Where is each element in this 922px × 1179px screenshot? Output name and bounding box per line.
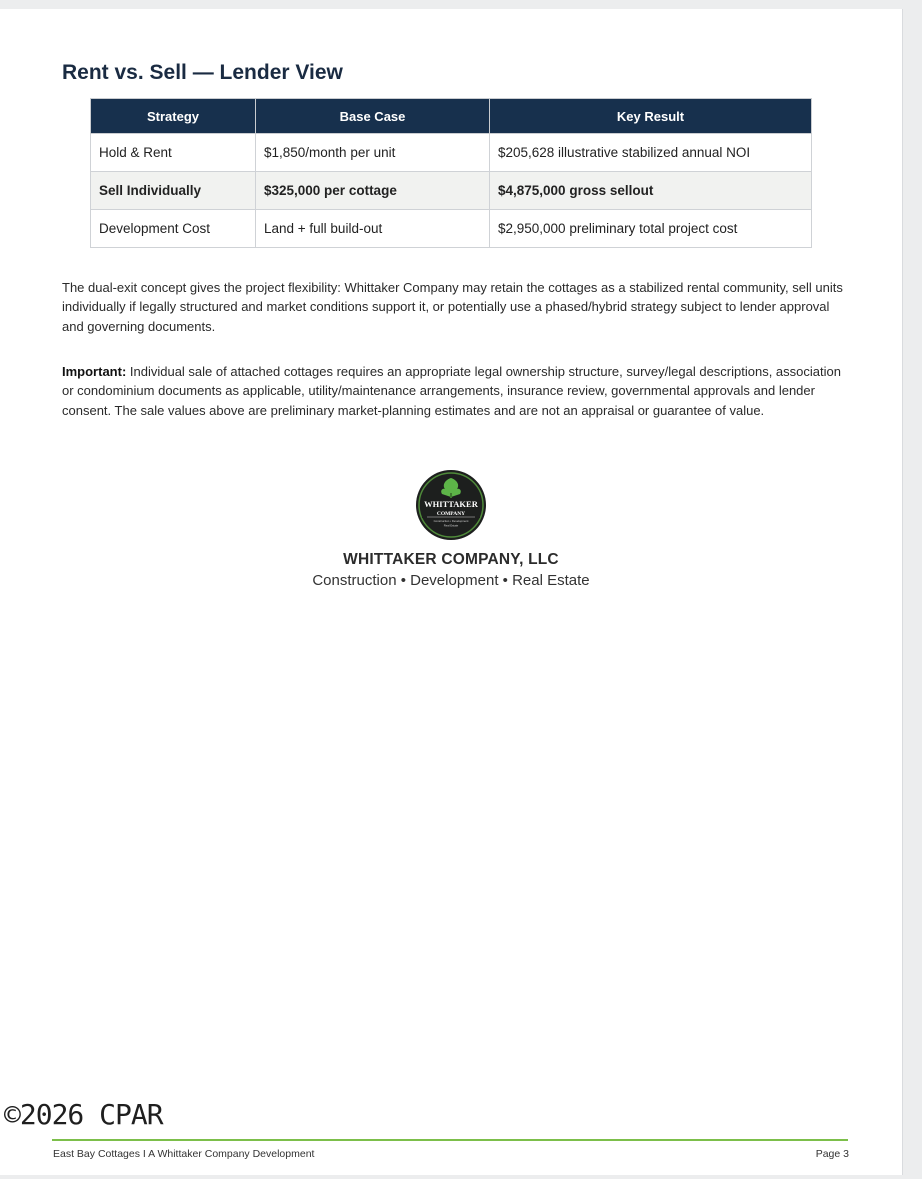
table-cell: $1,850/month per unit xyxy=(256,134,490,172)
column-header-key-result: Key Result xyxy=(490,99,812,134)
page-title: Rent vs. Sell — Lender View xyxy=(62,61,343,84)
company-logo xyxy=(415,469,487,541)
table-row xyxy=(91,172,812,210)
important-text: Individual sale of attached cottages requires an appropriate legal ownership structure, survey/legal descriptions, association or condominium documents as applicable, utility/maintenance arrangements, insurance review, governmental approvals and lender consent. The sale values above are preliminary market-planning estimates and are not an appraisal or guarantee of value. xyxy=(62,364,841,418)
footer-page-number: Page 3 xyxy=(815,1148,849,1160)
column-header-strategy: Strategy xyxy=(91,99,256,134)
important-label: Important: xyxy=(62,364,127,379)
logo-text-line1: WHITTAKER xyxy=(424,499,478,509)
table-cell: $325,000 per cottage xyxy=(256,172,490,210)
column-header-base-case: Base Case xyxy=(256,99,490,134)
table-cell: Development Cost xyxy=(91,210,256,248)
footer-document-name: East Bay Cottages I A Whittaker Company Development xyxy=(53,1148,315,1160)
company-tagline: Construction • Development • Real Estate xyxy=(312,572,590,589)
table-header-row xyxy=(91,99,812,134)
flexibility-paragraph: The dual-exit concept gives the project flexibility: Whittaker Company may retain the cottages as a stabilized rental community, sell units individually if legally structured and market conditions support it, or potentially use a phased/hybrid strategy subject to lender approval and governing documents. xyxy=(62,280,843,334)
table-cell: Hold & Rent xyxy=(91,134,256,172)
company-name: WHITTAKER COMPANY, LLC xyxy=(343,551,559,568)
footer-divider xyxy=(52,1139,848,1141)
table-cell: Land + full build-out xyxy=(256,210,490,248)
table-row xyxy=(91,134,812,172)
table-cell: Sell Individually xyxy=(91,172,256,210)
important-paragraph xyxy=(62,362,852,420)
logo-text-line3: Construction • Development xyxy=(433,519,469,523)
document-page xyxy=(0,9,903,1175)
table-cell: $2,950,000 preliminary total project cost xyxy=(490,210,812,248)
copyright-watermark: ©2026 CPAR xyxy=(4,1098,163,1131)
table-cell: $205,628 illustrative stabilized annual NOI xyxy=(490,134,812,172)
logo-text-line2: COMPANY xyxy=(436,511,466,517)
table-cell: $4,875,000 gross sellout xyxy=(490,172,812,210)
table-row xyxy=(91,210,812,248)
strategy-table xyxy=(90,98,812,248)
logo-text-line4: Real Estate xyxy=(443,523,459,528)
